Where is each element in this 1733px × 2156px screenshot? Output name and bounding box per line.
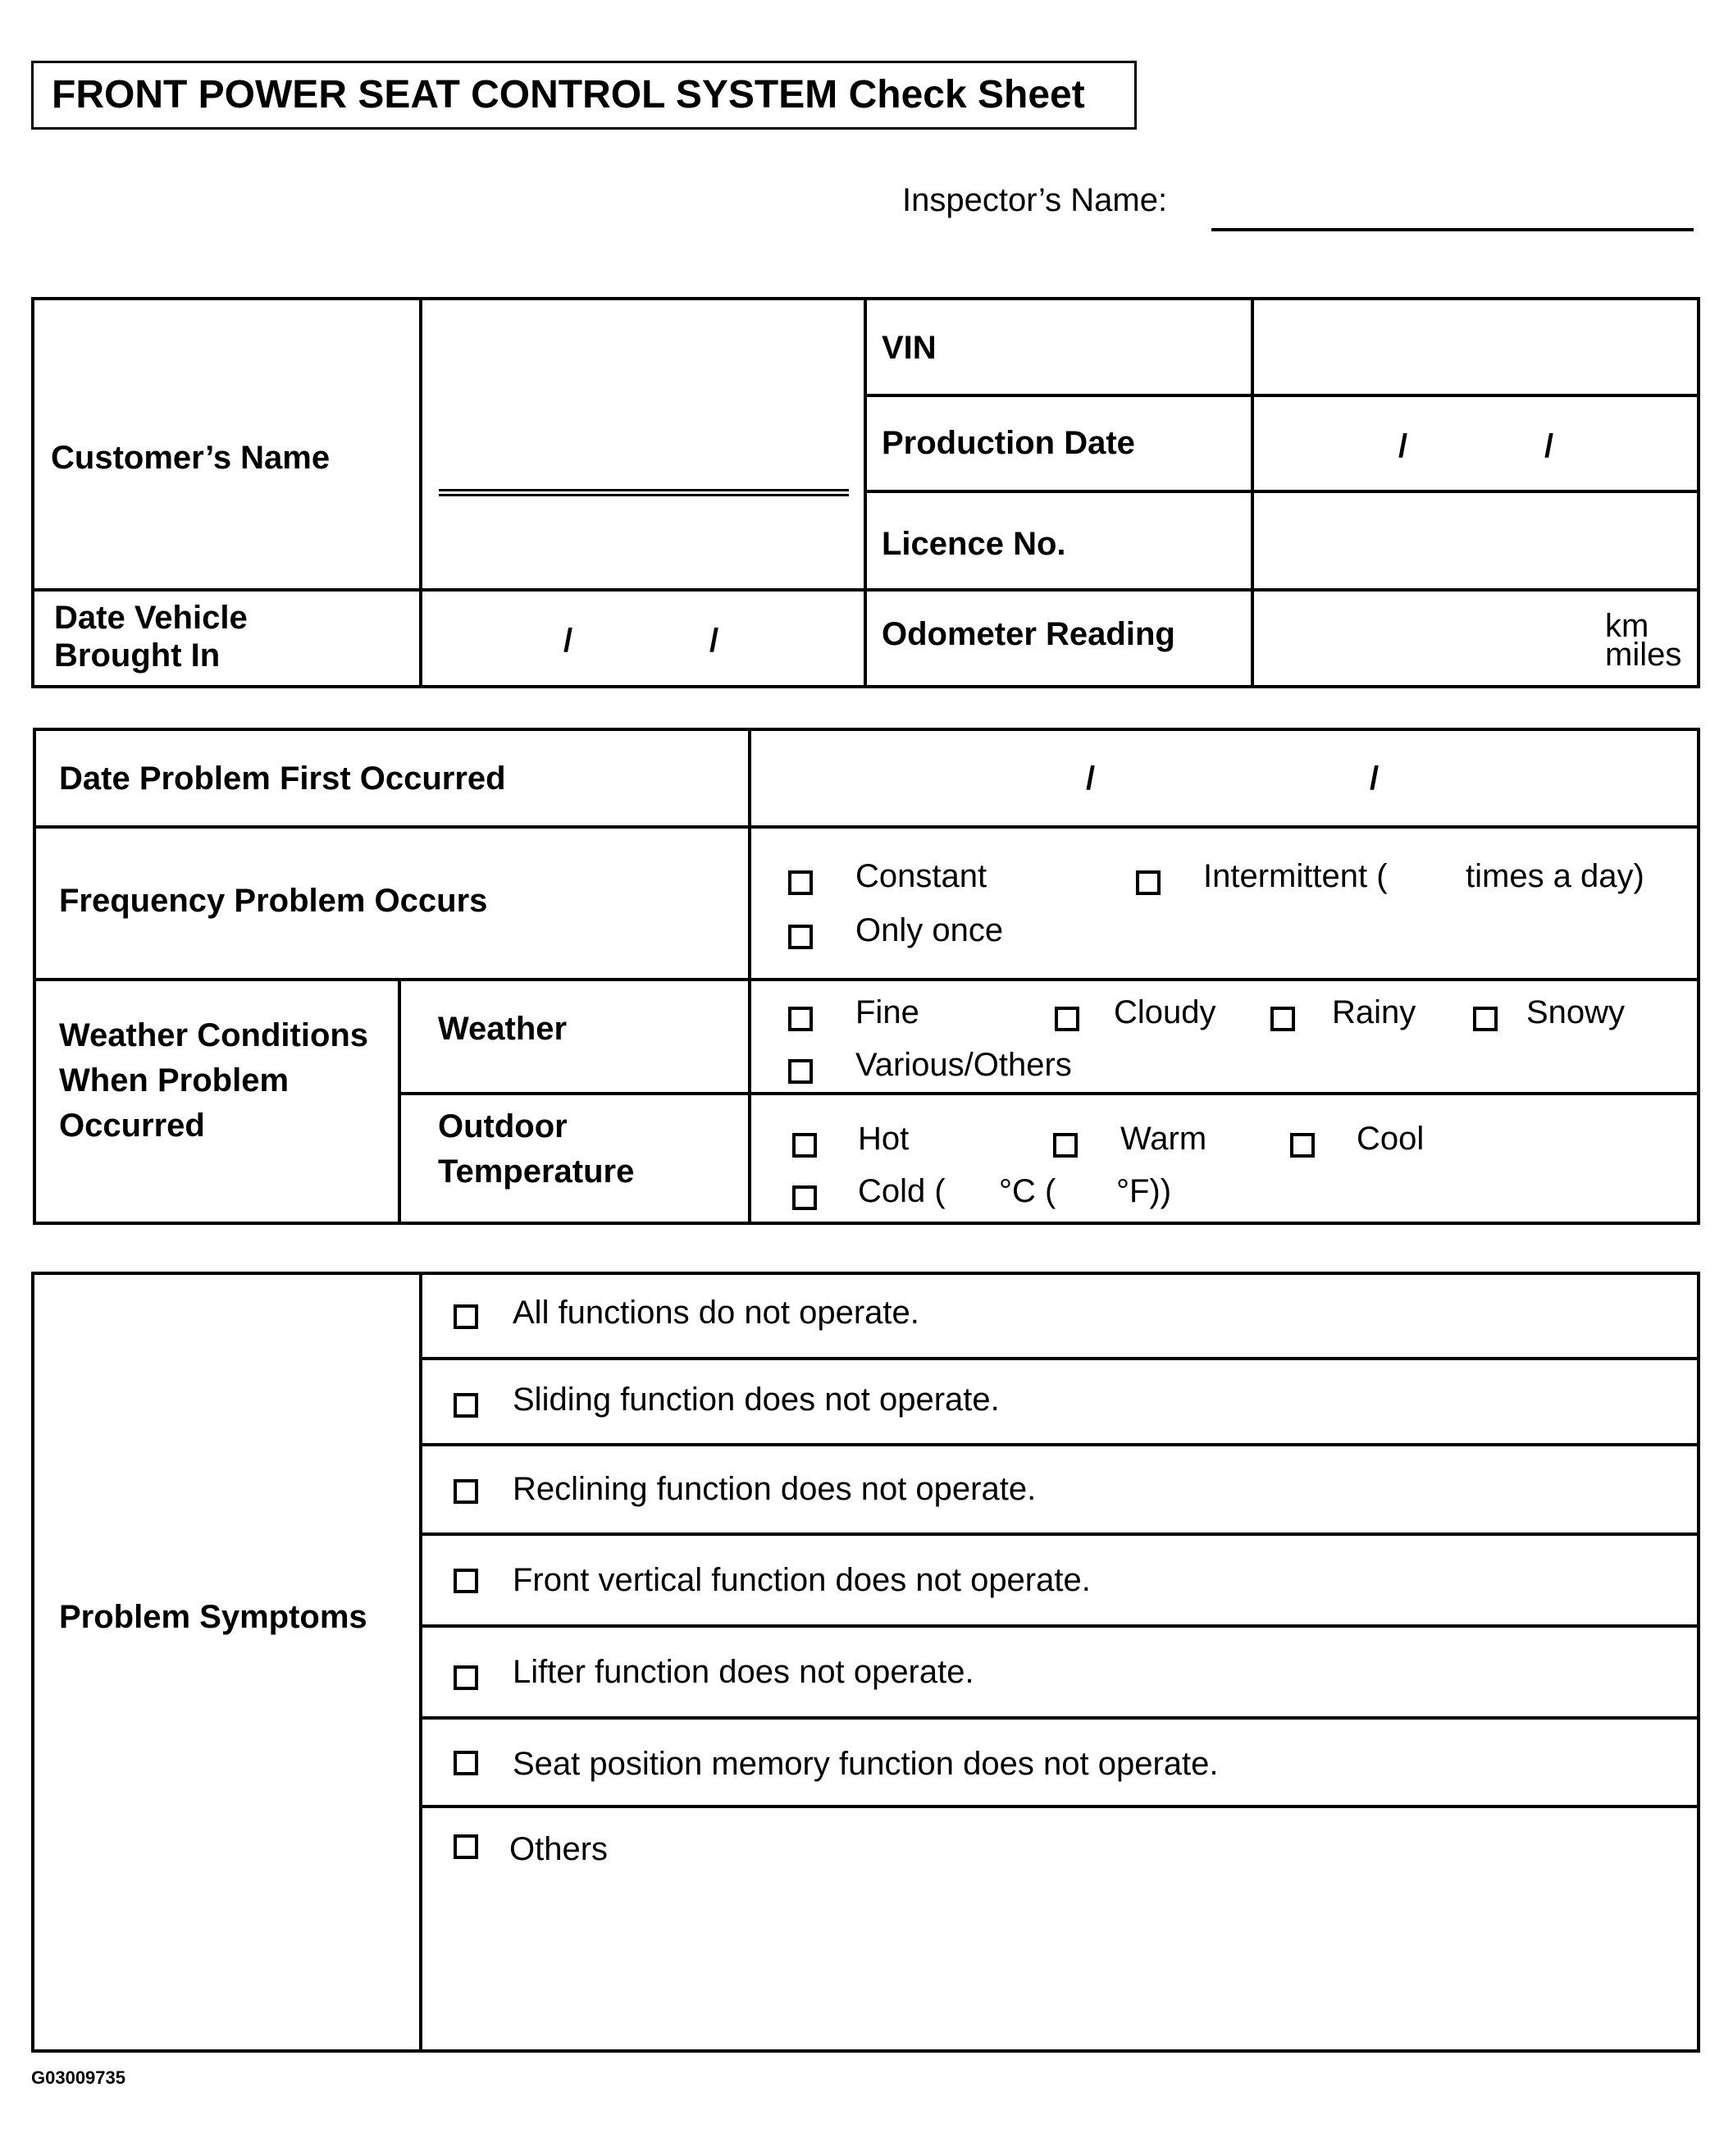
inspector-name-field[interactable] [1211,228,1694,231]
checkbox-symptom[interactable] [454,1751,478,1775]
frequency-label: Frequency Problem Occurs [59,883,488,919]
checkbox-hot[interactable] [792,1133,817,1158]
checkbox-snowy[interactable] [1473,1007,1498,1031]
date-brought-in-label-cell [33,590,421,687]
option-hot: Hot [858,1121,910,1157]
date-first-occurred-label: Date Problem First Occurred [59,761,506,797]
option-cold: Cold ( [858,1173,946,1209]
weather-label-cell [399,980,750,1094]
checkbox-symptom[interactable] [454,1569,478,1593]
checkbox-symptom[interactable] [454,1304,478,1329]
unit-celsius: °C ( [999,1173,1056,1209]
inspector-name-label: Inspector’s Name: [902,182,1168,218]
odometer-label: Odometer Reading [882,616,1175,652]
production-date-label: Production Date [882,425,1135,461]
symptom-label: All functions do not operate. [513,1295,919,1331]
checkbox-various[interactable] [788,1059,813,1084]
symptom-label-others: Others [509,1831,609,1867]
checkbox-cold[interactable] [792,1185,817,1210]
option-fine: Fine [855,994,919,1030]
option-cool: Cool [1357,1121,1425,1157]
checkbox-rainy[interactable] [1270,1007,1295,1031]
temperature-options [750,1094,1699,1223]
option-cloudy: Cloudy [1114,994,1216,1030]
outdoor-temperature-label-line2: Temperature [438,1153,635,1190]
problem-symptoms-table [31,1272,1700,2053]
vehicle-info-table [31,297,1700,688]
vin-label: VIN [882,330,937,366]
checkbox-symptom[interactable] [454,1393,478,1418]
date-slash: / [1370,761,1380,797]
weather-conditions-label-line3: Occurred [59,1108,205,1144]
symptom-row [421,1273,1699,1359]
date-slash: / [1544,428,1554,464]
checkbox-warm[interactable] [1053,1133,1078,1158]
symptom-label: Lifter function does not operate. [513,1654,974,1690]
date-slash: / [1398,428,1408,464]
symptom-row-others [421,1807,1699,2051]
odometer-label-cell [865,590,1252,687]
problem-conditions-table [33,728,1700,1225]
problem-symptoms-label-cell [33,1273,421,2051]
option-warm: Warm [1120,1121,1207,1157]
date-brought-in-field[interactable] [421,590,865,687]
vin-field[interactable] [1252,299,1699,395]
symptom-row [421,1534,1699,1626]
weather-label: Weather [438,1011,568,1047]
date-first-occurred-field[interactable] [750,729,1699,827]
checkbox-cloudy[interactable] [1055,1007,1079,1031]
checkbox-fine[interactable] [788,1007,813,1031]
figure-code: G03009735 [31,2067,125,2088]
weather-options [750,980,1699,1094]
date-brought-in-label-line1: Date Vehicle [54,600,248,636]
date-slash: / [1086,761,1096,797]
licence-label-cell [865,491,1252,590]
weather-conditions-label-cell [34,980,399,1223]
checkbox-symptom-others[interactable] [454,1834,478,1859]
customer-name-label-cell [33,299,421,590]
licence-field[interactable] [1252,491,1699,590]
weather-conditions-label-line2: When Problem [59,1062,290,1099]
licence-label: Licence No. [882,526,1066,562]
unit-km: km [1605,608,1649,644]
checkbox-constant[interactable] [788,870,813,895]
customer-name-label: Customer’s Name [51,440,331,476]
date-brought-in-label-line2: Brought In [54,637,221,674]
checkbox-only-once[interactable] [788,925,813,949]
option-various: Various/Others [855,1047,1072,1083]
outdoor-temperature-label-cell [399,1094,750,1223]
symptom-label: Sliding function does not operate. [513,1382,1000,1418]
symptom-label: Seat position memory function does not operate. [513,1746,1219,1782]
customer-name-field[interactable] [421,299,865,590]
unit-fahrenheit: °F)) [1116,1173,1172,1209]
option-intermittent: Intermittent ( [1203,858,1388,894]
checkbox-symptom[interactable] [454,1665,478,1690]
checkbox-intermittent[interactable] [1136,870,1161,895]
vin-label-cell [865,299,1252,395]
symptom-label: Front vertical function does not operate. [513,1562,1091,1598]
outdoor-temperature-label-line1: Outdoor [438,1108,568,1144]
weather-conditions-label-line1: Weather Conditions [59,1017,369,1053]
frequency-label-cell [34,827,750,980]
option-constant: Constant [855,858,987,894]
option-rainy: Rainy [1332,994,1416,1030]
symptom-label: Reclining function does not operate. [513,1471,1037,1507]
option-only-once: Only once [855,912,1004,948]
problem-symptoms-label: Problem Symptoms [59,1599,367,1635]
date-slash: / [563,623,573,659]
date-slash: / [709,623,719,659]
frequency-options [750,827,1699,980]
checkbox-symptom[interactable] [454,1479,478,1504]
symptom-row [421,1718,1699,1807]
option-snowy: Snowy [1526,994,1626,1030]
production-date-field[interactable] [1252,395,1699,491]
date-first-occurred-label-cell [34,729,750,827]
odometer-field[interactable] [1252,590,1699,687]
page-title: FRONT POWER SEAT CONTROL SYSTEM Check Sheet [31,61,1137,130]
symptom-row [421,1445,1699,1534]
symptom-row [421,1626,1699,1718]
checkbox-cool[interactable] [1290,1133,1315,1158]
symptom-row [421,1359,1699,1445]
customer-name-double-line [439,489,849,496]
production-date-label-cell [865,395,1252,491]
unit-miles: miles [1605,637,1682,673]
option-times-a-day: times a day) [1466,858,1644,894]
